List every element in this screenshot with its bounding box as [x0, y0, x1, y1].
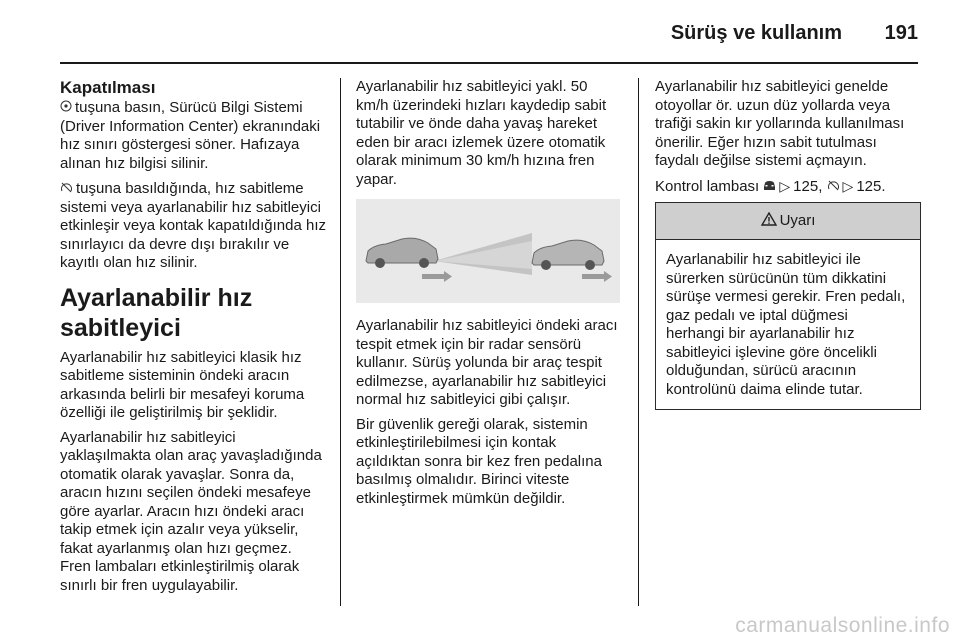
- column-divider: [638, 78, 639, 606]
- warning-header: [656, 203, 920, 240]
- paragraph: Ayarlanabilir hız sabitleyici yakl. 50 km/h üzerindeki hızları kaydedip sabit tutabilir ve önde daha yavaş hareket eden bir aracı izlemek üzere otomatik olarak minimum 30 km/h hızına fren yapar.: [356, 78, 607, 188]
- paragraph-text: tuşuna basın, Sürücü Bilgi Sistemi (Driver Information Center) ekranındaki hız sınırı göstergesi söner. Hafızaya alınan hız bilgisi silinir.: [60, 99, 321, 172]
- watermark: carmanualsonline.info: [735, 614, 950, 637]
- cruise-control-off-icon: [60, 179, 73, 198]
- warning-text: Ayarlanabilir hız sabitleyici ile sürerken sürücünün tüm dikkatini sürüşe vermesi gerekir. Fren pedalı, gaz pedalı ve iptal düğmesi herhangi bir ayarlanabilir hız sabitleyici işlevine göre öncelikli olduğundan, sürücü aracının kontrolünü daima elinde tutar.: [666, 251, 906, 398]
- warning-title: Uyarı: [779, 211, 816, 229]
- control-lamp-reference: [655, 177, 921, 197]
- page-reference: 125.: [856, 177, 886, 195]
- column-divider: [340, 78, 341, 606]
- page-header: [0, 0, 960, 52]
- car-front-icon: [763, 177, 776, 196]
- paragraph: Bir güvenlik gereği olarak, sistemin etkinleştirilebilmesi için kontak açıldıktan sonra bir kez fren pedalına basılmış olmalıdır. Birinci viteste etkinleştirmek mümkün değildir.: [356, 415, 602, 507]
- column-middle: [356, 78, 624, 514]
- paragraph: [60, 179, 326, 273]
- header-rule: [60, 62, 918, 64]
- warning-box: [655, 202, 921, 410]
- paragraph: Ayarlanabilir hız sabitleyici yaklaşılmakta olan araç yavaşladığında otomatik olarak yavaşlar. Sonra da, aracın hızını seçilen öndeki mesafeye göre ayarlar. Aracın hızı öndeki aracı takip etmek için azalır veya yükselir, fakat ayarlanmış olan hızı geçmez. Fren lambaları etkinleştirilmiş olarak sınırlı bir fren uygulayabilir.: [60, 428, 322, 594]
- steering-wheel-icon: [60, 98, 72, 117]
- paragraph-text: tuşuna basıldığında, hız sabitleme sistemi veya ayarlanabilir hız sabitleyici etkinleşir veya kontak kapatıldığında hız sınırlayıcı da devre dışı bırakılır ve kayıtlı olan hız silinir.: [60, 180, 326, 271]
- direction-arrow-icon: [582, 271, 612, 282]
- radar-illustration: [356, 199, 620, 303]
- reference-arrow-icon: ▷: [842, 177, 854, 194]
- page-number: 191: [884, 22, 918, 44]
- reference-arrow-icon: ▷: [779, 177, 791, 194]
- section-heading: Ayarlanabilir hız sabitleyici: [60, 283, 253, 342]
- column-left: [60, 78, 326, 601]
- column-right: [655, 78, 921, 410]
- paragraph: Ayarlanabilir hız sabitleyici öndeki aracı tespit etmek için bir radar sensörü kullanır. Sürüş yolunda bir araç tespit edilmezse, ayarlanabilir hız sabitleyici normal hız sabitleyici gibi çalışır.: [356, 317, 618, 408]
- page-reference: 125,: [793, 177, 823, 195]
- subheading-kapatilmasi: Kapatılması: [60, 78, 156, 97]
- lamp-label: Kontrol lambası: [655, 177, 760, 195]
- direction-arrow-icon: [422, 271, 452, 282]
- paragraph: Ayarlanabilir hız sabitleyici genelde otoyollar ör. uzun düz yollarda veya trafiği sakin kır yollarında kullanılması önerilir. Eğer hızın sabit tutulması faydalı değilse sistemi açmayın.: [655, 78, 905, 169]
- cruise-control-off-icon: [827, 177, 840, 196]
- warning-triangle-icon: [761, 212, 777, 231]
- paragraph: Ayarlanabilir hız sabitleyici klasik hız sabitleme sisteminin öndeki aracın arkasında belirli bir mesafeyi koruma özelliği ile geliştirilmiş bir şeklidir.: [60, 348, 305, 421]
- paragraph: [60, 98, 326, 173]
- front-car-icon: [532, 240, 604, 270]
- section-title: Sürüş ve kullanım: [670, 22, 842, 44]
- rear-car-icon: [366, 238, 438, 268]
